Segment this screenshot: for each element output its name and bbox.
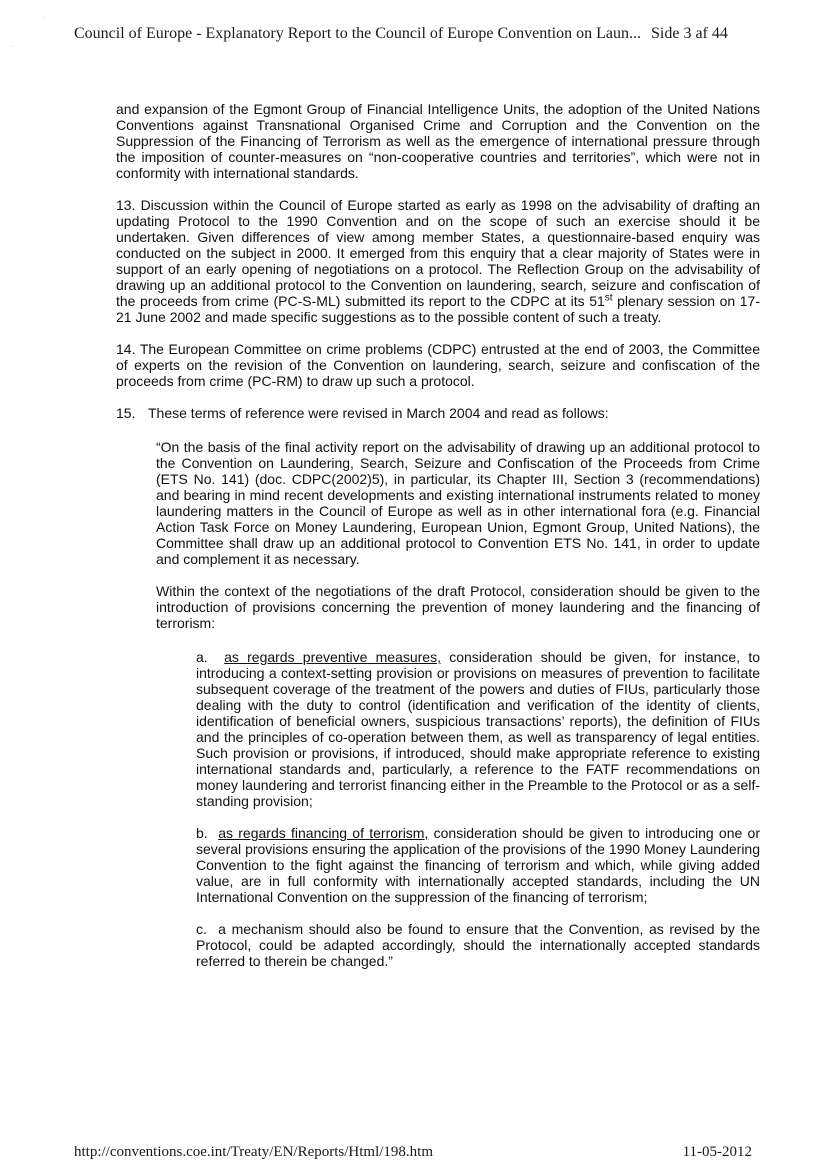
footer-url: http://conventions.coe.int/Treaty/EN/Reports/Html/198.htm [74,1144,434,1160]
paragraph-13 [116,197,760,325]
document-title: Council of Europe - Explanatory Report to the Council of Europe Convention on Laun... [74,25,641,42]
paragraph-15-number: 15. [116,405,136,421]
paragraph-13-text: 13. Discussion within the Council of Europe started as early as 1998 on the advisability of drafting an updating Protocol to the 1990 Convention and on the scope of such an exercise should it be undertaken. Given differences of view among member States, a questionnaire-based enquiry was conducted on the subject in 2000. It emerged from this enquiry that a clear majority of States were in support of an early opening of negotiations on a protocol. The Reflection Group on the advisability of drawing up an additional protocol to the Convention on laundering, search, seizure and confiscation of the proceeds from crime (PC-S-ML) submitted its report to the CDPC at its 51 [116,197,760,309]
footer-date: 11-05-2012 [682,1144,752,1160]
quote-paragraph-1: “On the basis of the final activity report on the advisability of drawing up an additional protocol to the Convention on Laundering, Search, Seizure and Confiscation of the Proceeds from Crime (ETS No. 141) (doc. CDPC(2002)5), in particular, its Chapter III, Section 3 (recommendations) and bearing in mind recent developments and existing international instruments related to money laundering matters in the Council of Europe as well as in other international fora (e.g. Financial Action Task Force on Money Laundering, European Union, Egmont Group, United Nations), the Committee shall draw up an additional protocol to Convention ETS No. 141, in order to update and complement it as necessary. [156,439,760,567]
item-a [196,649,760,809]
item-a-text: consideration should be given, for instance, to introducing a context-setting provision or provisions on measures of prevention to facilitate subsequent coverage of the treatment of the powers and duties of FIUs, particularly those dealing with the duty to control (identification and verification of the identity of clients, identification of beneficial owners, suspicious transactions’ reports), the definition of FIUs and the principles of co-operation between them, as well as transparency of legal entities. Such provision or provisions, if introduced, should make appropriate reference to existing international standards and, particularly, a reference to the FATF recommendations on money laundering and terrorist financing either in the Preamble to the Protocol or as a self-standing provision; [196,649,760,809]
sub-items [196,649,760,969]
item-c [196,921,760,969]
item-b-label: b. [196,825,208,841]
paragraph-continued: and expansion of the Egmont Group of Financial Intelligence Units, the adoption of the United Nations Conventions against Transnational Organised Crime and Corruption and the Convention on the Suppression of the Financing of Terrorism as well as the emergence of international pressure through the imposition of counter-measures on “non-cooperative countries and territories”, which were not in conformity with international standards. [116,101,760,181]
item-a-heading: as regards preventive measures, [224,649,441,665]
item-b [196,825,760,905]
item-b-heading: as regards financing of terrorism, [218,825,429,841]
paragraph-14: 14. The European Committee on crime problems (CDPC) entrusted at the end of 2003, the Committee of experts on the revision of the Convention on laundering, search, seizure and confiscation of the proceeds from crime (PC-RM) to draw up such a protocol. [116,341,760,389]
page-header [74,24,764,44]
paragraph-15 [116,405,760,421]
paragraph-13-end: plenary session on 17-21 June 2002 and made specific suggestions as to the possible content of such a treaty. [116,293,760,325]
terms-of-reference-quote [156,439,760,631]
paragraph-15-text: These terms of reference were revised in March 2004 and read as follows: [148,405,609,421]
scan-mark: ·· [10,44,14,51]
item-b-text: consideration should be given to introducing one or several provisions ensuring the application of the provisions of the 1990 Money Laundering Convention to the fight against the financing of terrorism and which, while giving added value, are in full conformity with internationally accepted standards, including the UN International Convention on the suppression of the financing of terrorism; [196,825,761,905]
report-body [116,101,760,985]
item-c-text: a mechanism should also be found to ensure that the Convention, as revised by the Protocol, could be adapted accordingly, should the internationally accepted standards referred to therein be changed.” [196,921,761,969]
page-footer [74,1143,764,1161]
page-number: Side 3 af 44 [651,25,728,42]
scan-mark: · [44,14,46,21]
item-a-label: a. [196,649,208,665]
quote-paragraph-2: Within the context of the negotiations of the draft Protocol, consideration should be given to the introduction of provisions concerning the prevention of money laundering and the financing of terrorism: [156,583,760,631]
ordinal-suffix: st [604,292,613,304]
item-c-label: c. [196,921,207,937]
